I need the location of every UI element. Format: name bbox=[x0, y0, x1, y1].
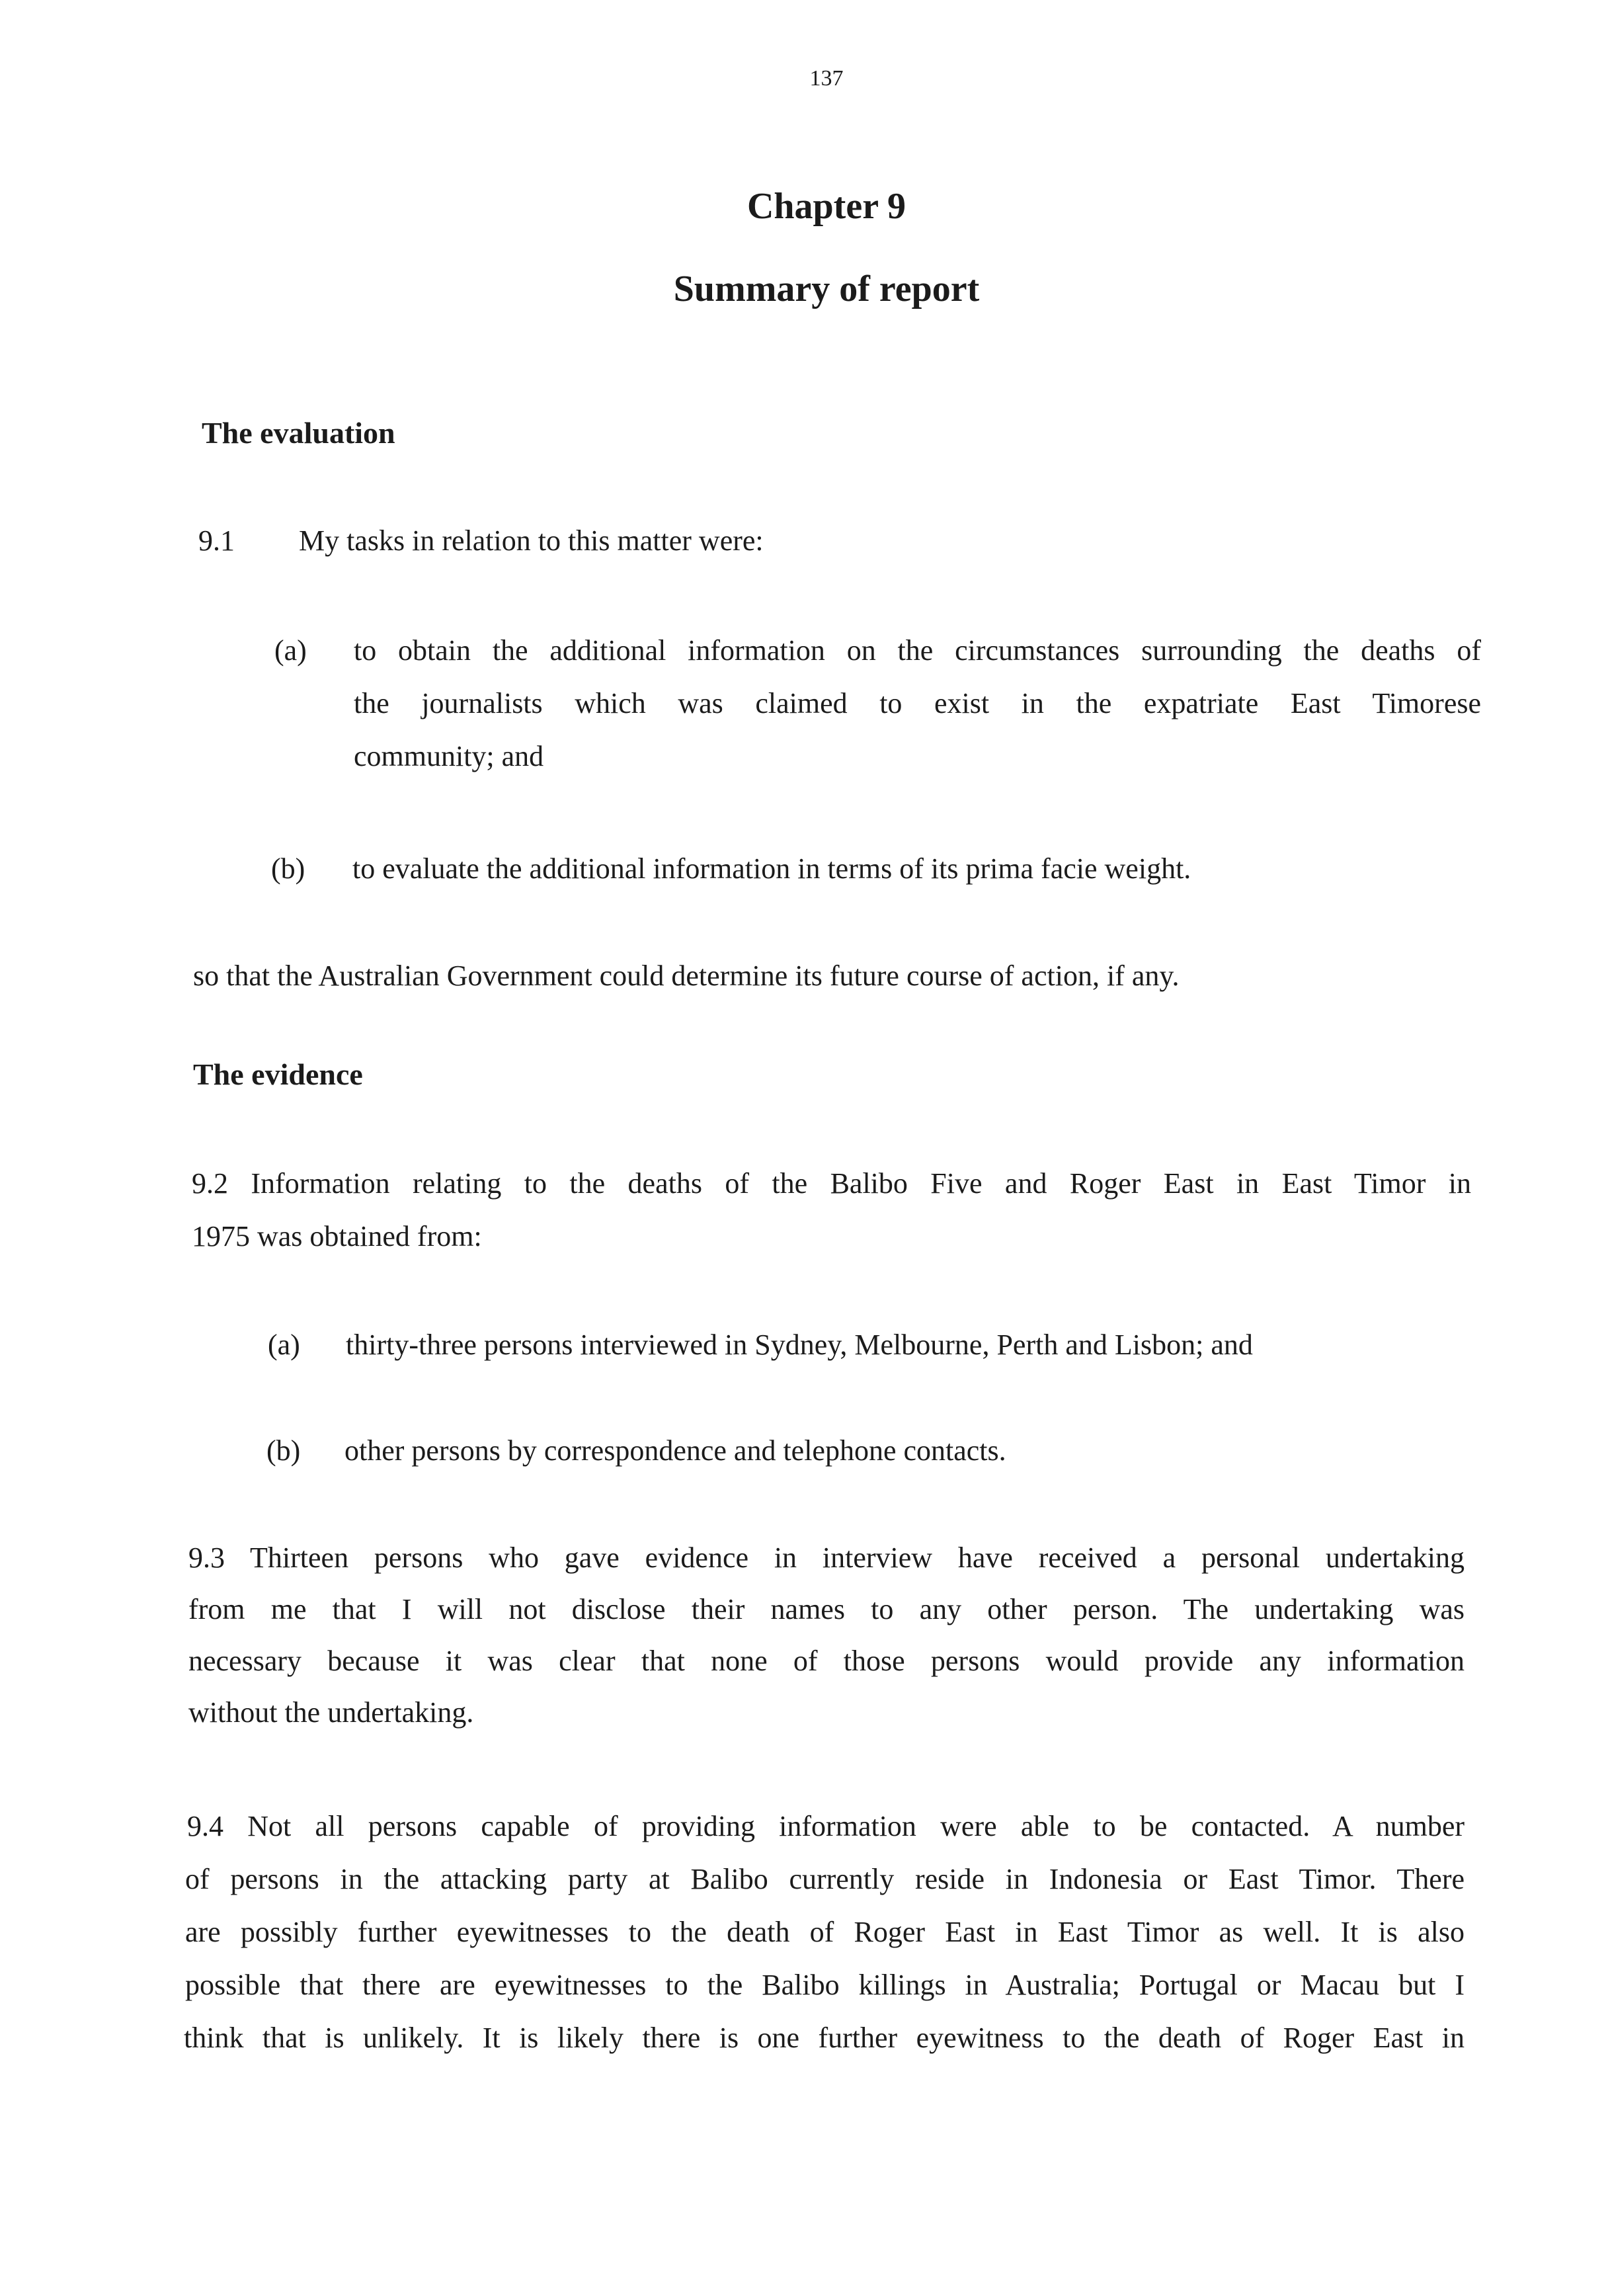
list-item-text: other persons by correspondence and telephone contacts. bbox=[344, 1434, 1006, 1467]
paragraph-text-line: are possibly further eyewitnesses to the death of Roger East in East Timor as well. It is also bbox=[185, 1916, 1465, 1948]
paragraph-text-line: think that is unlikely. It is likely there is one further eyewitness to the death of Roger East in bbox=[184, 2022, 1465, 2054]
list-item-text: thirty-three persons interviewed in Sydney, Melbourne, Perth and Lisbon; and bbox=[346, 1329, 1253, 1361]
paragraph-text-line: 1975 was obtained from: bbox=[192, 1220, 482, 1252]
list-item-label: (a) bbox=[268, 1329, 300, 1361]
paragraph-9-2-first-line bbox=[192, 1167, 1471, 1200]
list-item-label: (b) bbox=[266, 1434, 301, 1467]
paragraph-text: Information relating to the deaths of the Balibo Five and Roger East in East Timor in bbox=[251, 1167, 1471, 1200]
paragraph-text-line: of persons in the attacking party at Balibo currently reside in Indonesia or East Timor. There bbox=[185, 1863, 1465, 1895]
paragraph-9-4-first-line bbox=[187, 1809, 1465, 1843]
paragraph-text-line: necessary because it was clear that none of those persons would provide any information bbox=[188, 1645, 1465, 1677]
paragraph-text: My tasks in relation to this matter were: bbox=[299, 524, 764, 557]
paragraph-number: 9.2 bbox=[192, 1167, 228, 1200]
list-item-label: (a) bbox=[274, 634, 307, 667]
chapter-subtitle: Summary of report bbox=[673, 268, 980, 309]
paragraph-text-line: without the undertaking. bbox=[188, 1696, 474, 1729]
paragraph-number: 9.1 bbox=[198, 524, 235, 557]
paragraph-text-line: possible that there are eyewitnesses to the Balibo killings in Australia; Portugal or Macau but I bbox=[185, 1969, 1465, 2001]
paragraph-text: Thirteen persons who gave evidence in interview have received a personal undertaking bbox=[250, 1541, 1465, 1574]
paragraph-text: so that the Australian Government could determine its future course of action, if any. bbox=[193, 960, 1180, 992]
section-heading-evaluation: The evaluation bbox=[202, 416, 395, 450]
chapter-title: Chapter 9 bbox=[746, 186, 906, 227]
page-number: 137 bbox=[809, 66, 844, 91]
paragraph-text-line: from me that I will not disclose their names to any other person. The undertaking was bbox=[188, 1593, 1465, 1625]
paragraph-9-1 bbox=[198, 524, 764, 557]
list-item-label: (b) bbox=[271, 852, 305, 885]
section-heading-evidence: The evidence bbox=[193, 1057, 363, 1091]
paragraph-number: 9.3 bbox=[188, 1541, 225, 1574]
paragraph-number: 9.4 bbox=[187, 1810, 223, 1842]
list-item-text-line: the journalists which was claimed to exist in the expatriate East Timorese bbox=[354, 687, 1481, 719]
paragraph-text: Not all persons capable of providing information were able to be contacted. A number bbox=[247, 1810, 1465, 1842]
paragraph-9-3-first-line bbox=[188, 1541, 1465, 1575]
list-item-text: to evaluate the additional information in terms of its prima facie weight. bbox=[352, 852, 1191, 885]
list-item-text-line: community; and bbox=[354, 740, 544, 772]
list-item-text-line: to obtain the additional information on the circumstances surrounding the deaths of bbox=[354, 634, 1481, 667]
